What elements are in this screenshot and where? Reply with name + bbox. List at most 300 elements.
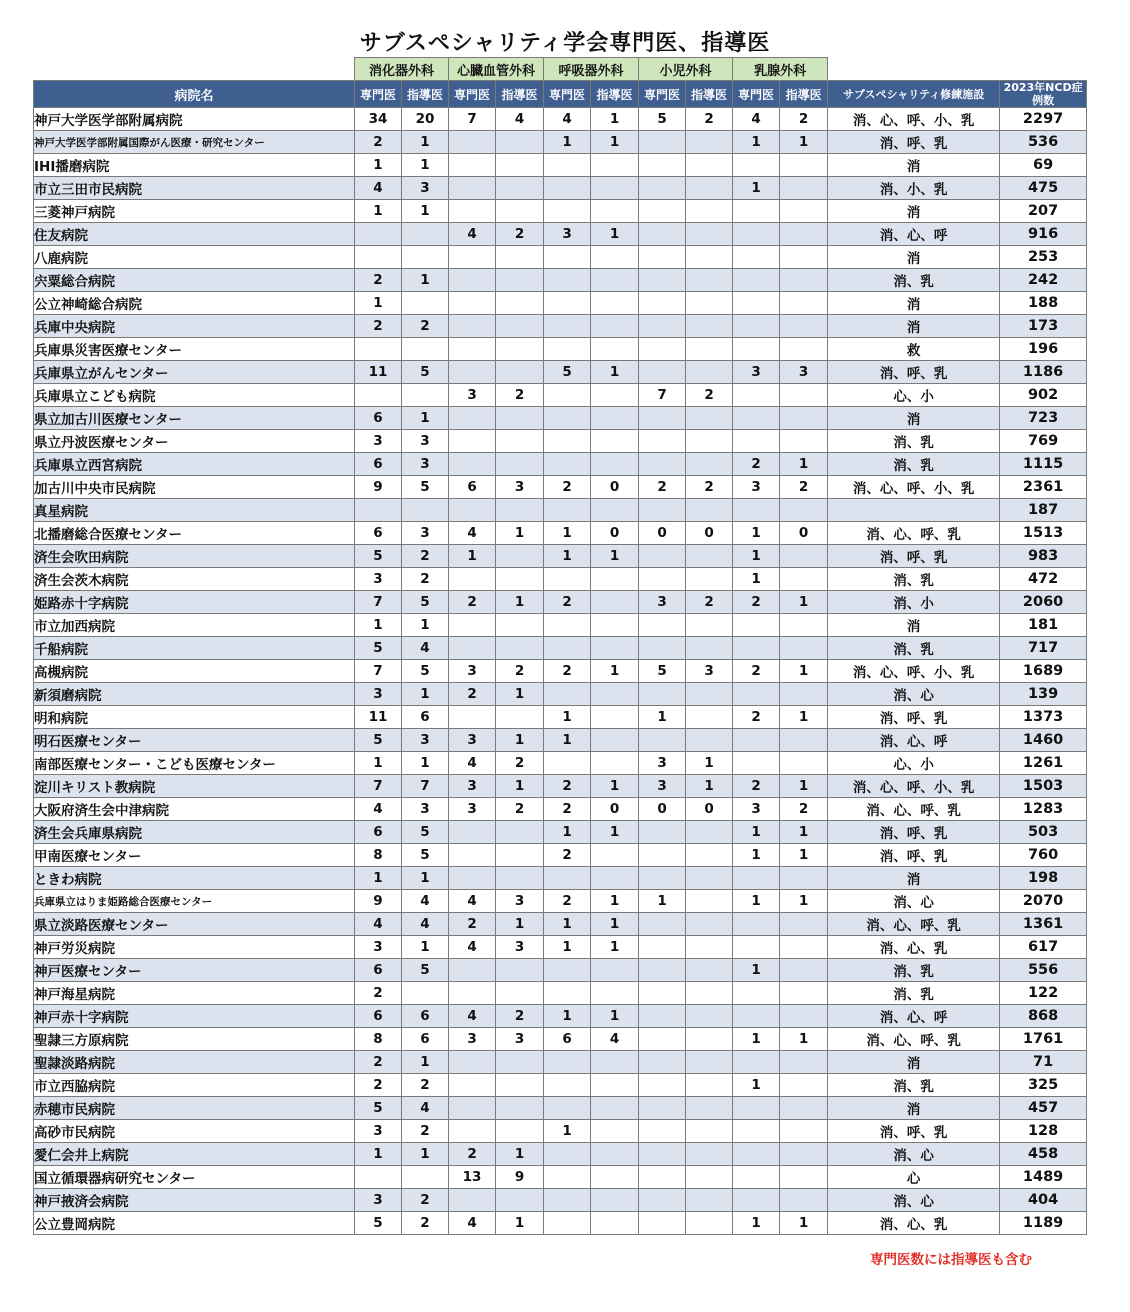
instructor-count <box>686 913 733 936</box>
ncd-count: 1503 <box>1000 775 1087 798</box>
specialist-count <box>544 177 591 200</box>
facility-cell: 消、心、乳 <box>828 936 1000 959</box>
specialist-count: 3 <box>639 775 686 798</box>
instructor-count <box>686 292 733 315</box>
specialist-count <box>639 1166 686 1189</box>
instructor-count <box>780 269 828 292</box>
ncd-count: 916 <box>1000 223 1087 246</box>
blank-cell <box>828 58 1000 81</box>
specialist-count: 2 <box>355 982 402 1005</box>
ncd-count: 71 <box>1000 1051 1087 1074</box>
specialist-count: 1 <box>355 867 402 890</box>
instructor-count <box>780 407 828 430</box>
table-row <box>34 913 1087 936</box>
instructor-count: 7 <box>402 775 449 798</box>
ncd-count: 1761 <box>1000 1028 1087 1051</box>
instructor-count <box>780 752 828 775</box>
instructor-count: 1 <box>496 1212 544 1235</box>
instructor-count <box>591 1212 639 1235</box>
specialist-count <box>449 982 496 1005</box>
specialist-count: 2 <box>639 476 686 499</box>
specialist-count <box>449 844 496 867</box>
table-row <box>34 292 1087 315</box>
hospital-name: 聖隷三方原病院 <box>34 1028 355 1051</box>
instructor-count: 0 <box>591 522 639 545</box>
hospital-name: 済生会吹田病院 <box>34 545 355 568</box>
instructor-count: 1 <box>496 683 544 706</box>
ncd-count: 760 <box>1000 844 1087 867</box>
instructor-count: 1 <box>591 1005 639 1028</box>
specialist-count <box>544 269 591 292</box>
instructor-count: 1 <box>402 683 449 706</box>
facility-cell: 消、乳 <box>828 1074 1000 1097</box>
specialist-count: 8 <box>355 844 402 867</box>
specialist-count: 6 <box>355 522 402 545</box>
instructor-count <box>496 614 544 637</box>
ncd-count: 187 <box>1000 499 1087 522</box>
instructor-count <box>686 545 733 568</box>
specialist-count: 4 <box>449 1212 496 1235</box>
hospital-name: 加古川中央市民病院 <box>34 476 355 499</box>
specialist-count: 2 <box>733 591 780 614</box>
instructor-count <box>686 1189 733 1212</box>
specialist-count: 6 <box>355 821 402 844</box>
specialist-count: 1 <box>639 890 686 913</box>
facility-cell <box>828 499 1000 522</box>
specialist-count <box>733 614 780 637</box>
instructor-count <box>591 706 639 729</box>
specialist-count: 1 <box>733 959 780 982</box>
specialist-count <box>733 1005 780 1028</box>
instructor-count <box>496 200 544 223</box>
instructor-count <box>686 637 733 660</box>
specialist-count <box>733 729 780 752</box>
facility-cell: 消、呼、乳 <box>828 361 1000 384</box>
instructor-count: 2 <box>402 545 449 568</box>
instructor-count: 2 <box>686 384 733 407</box>
instructor-count <box>686 200 733 223</box>
table-row <box>34 177 1087 200</box>
group-breast: 乳腺外科 <box>733 58 828 81</box>
instructor-count: 2 <box>686 591 733 614</box>
specialist-count <box>544 568 591 591</box>
instructor-count <box>496 453 544 476</box>
instructor-count: 3 <box>686 660 733 683</box>
instructor-count <box>496 1189 544 1212</box>
specialist-count: 1 <box>639 706 686 729</box>
specialist-count <box>639 1143 686 1166</box>
instructor-count <box>780 292 828 315</box>
specialist-count: 5 <box>355 637 402 660</box>
instructor-count: 9 <box>496 1166 544 1189</box>
specialist-count: 34 <box>355 108 402 131</box>
instructor-count <box>780 338 828 361</box>
specialist-count <box>449 1189 496 1212</box>
specialist-count: 1 <box>733 890 780 913</box>
specialist-count <box>449 821 496 844</box>
specialist-count <box>733 499 780 522</box>
table-row <box>34 1005 1087 1028</box>
instructor-count <box>591 867 639 890</box>
specialist-count <box>733 292 780 315</box>
instructor-count: 3 <box>402 522 449 545</box>
specialist-count <box>449 614 496 637</box>
instructor-count <box>496 844 544 867</box>
hospital-name: 明和病院 <box>34 706 355 729</box>
instructor-count <box>591 982 639 1005</box>
ncd-count: 69 <box>1000 154 1087 177</box>
specialist-count <box>639 315 686 338</box>
specialist-count <box>355 223 402 246</box>
specialist-count: 4 <box>355 798 402 821</box>
instructor-count <box>686 1143 733 1166</box>
instructor-count: 2 <box>496 1005 544 1028</box>
specialist-count <box>639 844 686 867</box>
instructor-count <box>402 246 449 269</box>
specialist-count: 3 <box>355 683 402 706</box>
specialist-count <box>639 1212 686 1235</box>
instructor-count <box>686 338 733 361</box>
instructor-count: 6 <box>402 706 449 729</box>
facility-cell: 消、心、呼 <box>828 729 1000 752</box>
instructor-count: 1 <box>402 1051 449 1074</box>
instructor-count: 2 <box>496 798 544 821</box>
hospital-name: 姫路赤十字病院 <box>34 591 355 614</box>
specialist-count: 3 <box>639 591 686 614</box>
hospital-name: 市立西脇病院 <box>34 1074 355 1097</box>
hospital-name: 高砂市民病院 <box>34 1120 355 1143</box>
specialist-count: 4 <box>449 522 496 545</box>
instructor-count: 1 <box>496 729 544 752</box>
instructor-count: 2 <box>780 476 828 499</box>
table-row <box>34 453 1087 476</box>
instructor-count <box>686 1074 733 1097</box>
specialist-count: 1 <box>544 729 591 752</box>
hospital-name: 神戸掖済会病院 <box>34 1189 355 1212</box>
specialist-count: 2 <box>544 798 591 821</box>
specialist-count: 3 <box>355 936 402 959</box>
specialist-count <box>639 430 686 453</box>
specialist-count: 11 <box>355 361 402 384</box>
specialist-count: 3 <box>544 223 591 246</box>
specialist-count: 7 <box>355 591 402 614</box>
ncd-count: 1189 <box>1000 1212 1087 1235</box>
facility-cell: 消、呼、乳 <box>828 545 1000 568</box>
facility-cell: 心、小 <box>828 752 1000 775</box>
facility-cell: 消、呼、乳 <box>828 821 1000 844</box>
facility-cell: 消、心、呼、乳 <box>828 913 1000 936</box>
specialist-count <box>355 338 402 361</box>
instructor-count <box>496 154 544 177</box>
specialist-count <box>544 982 591 1005</box>
table-row <box>34 568 1087 591</box>
specialist-count: 6 <box>355 959 402 982</box>
instructor-count: 1 <box>591 775 639 798</box>
instructor-count: 4 <box>496 108 544 131</box>
instructor-count: 1 <box>496 775 544 798</box>
instructor-count <box>591 246 639 269</box>
instructor-count <box>496 1120 544 1143</box>
specialist-count <box>639 131 686 154</box>
specialist-count <box>544 200 591 223</box>
instructor-count <box>686 407 733 430</box>
specialist-count <box>449 200 496 223</box>
hospital-name: 済生会茨木病院 <box>34 568 355 591</box>
facility-cell: 消、心、呼、小、乳 <box>828 476 1000 499</box>
instructor-count <box>402 982 449 1005</box>
instructor-count <box>686 936 733 959</box>
specialist-count: 1 <box>733 568 780 591</box>
table-row <box>34 821 1087 844</box>
specialist-count: 4 <box>355 177 402 200</box>
instructor-count: 3 <box>496 936 544 959</box>
instructor-count: 1 <box>402 154 449 177</box>
hospital-name: 神戸大学医学部附属国際がん医療・研究センター <box>34 131 355 154</box>
specialist-count: 3 <box>355 568 402 591</box>
ncd-count: 2060 <box>1000 591 1087 614</box>
specialist-count <box>544 338 591 361</box>
instructor-count <box>780 430 828 453</box>
specialist-count <box>733 1120 780 1143</box>
specialist-count <box>449 338 496 361</box>
hospital-name: 大阪府済生会中津病院 <box>34 798 355 821</box>
ncd-count: 2070 <box>1000 890 1087 913</box>
table-row <box>34 338 1087 361</box>
specialist-count: 1 <box>733 821 780 844</box>
facility-cell: 消 <box>828 292 1000 315</box>
specialist-count <box>639 361 686 384</box>
instructor-count <box>686 821 733 844</box>
specialist-count: 6 <box>355 453 402 476</box>
instructor-count <box>496 821 544 844</box>
specialist-count <box>449 637 496 660</box>
instructor-count: 1 <box>780 1028 828 1051</box>
specialist-count <box>639 246 686 269</box>
specialist-count <box>544 1074 591 1097</box>
instructor-count <box>591 430 639 453</box>
specialist-count: 4 <box>449 936 496 959</box>
instructor-count: 1 <box>591 936 639 959</box>
instructor-count <box>686 614 733 637</box>
instructor-count <box>780 913 828 936</box>
specialist-count: 0 <box>639 522 686 545</box>
instructor-count <box>686 499 733 522</box>
instructor-count <box>780 499 828 522</box>
ncd-count: 717 <box>1000 637 1087 660</box>
instructor-count <box>780 614 828 637</box>
instructor-count <box>402 384 449 407</box>
instructor-count <box>780 1143 828 1166</box>
specialist-header: 専門医 <box>639 81 686 108</box>
table-row <box>34 1074 1087 1097</box>
specialist-count <box>639 292 686 315</box>
instructor-count <box>591 407 639 430</box>
ncd-count: 1489 <box>1000 1166 1087 1189</box>
specialist-count <box>449 154 496 177</box>
instructor-count: 4 <box>402 890 449 913</box>
instructor-count: 5 <box>402 660 449 683</box>
hospital-name: ときわ病院 <box>34 867 355 890</box>
facility-cell: 消、小 <box>828 591 1000 614</box>
instructor-count: 1 <box>591 890 639 913</box>
specialist-count <box>639 821 686 844</box>
specialist-count: 2 <box>355 131 402 154</box>
specialist-count <box>639 1097 686 1120</box>
instructor-count <box>686 568 733 591</box>
instructor-count <box>686 729 733 752</box>
specialist-count: 2 <box>544 476 591 499</box>
table-row <box>34 522 1087 545</box>
specialist-count <box>733 384 780 407</box>
facility-cell: 消、心、呼、小、乳 <box>828 775 1000 798</box>
specialist-count: 6 <box>449 476 496 499</box>
instructor-count <box>686 683 733 706</box>
ncd-count: 457 <box>1000 1097 1087 1120</box>
instructor-count: 2 <box>496 660 544 683</box>
instructor-header: 指導医 <box>402 81 449 108</box>
specialist-count: 1 <box>355 292 402 315</box>
specialist-count: 2 <box>733 453 780 476</box>
table-row <box>34 246 1087 269</box>
specialist-count <box>449 1074 496 1097</box>
instructor-count: 1 <box>591 821 639 844</box>
instructor-count: 4 <box>402 637 449 660</box>
specialist-count <box>733 407 780 430</box>
instructor-count: 1 <box>402 269 449 292</box>
instructor-count: 1 <box>496 522 544 545</box>
instructor-count <box>780 223 828 246</box>
instructor-count <box>780 936 828 959</box>
facility-cell: 消、呼、乳 <box>828 844 1000 867</box>
specialist-count <box>449 430 496 453</box>
instructor-count: 1 <box>780 591 828 614</box>
instructor-count: 5 <box>402 821 449 844</box>
instructor-count <box>591 384 639 407</box>
specialist-count <box>639 959 686 982</box>
instructor-count <box>591 499 639 522</box>
specialist-count <box>639 1189 686 1212</box>
instructor-count <box>686 223 733 246</box>
instructor-count: 1 <box>402 752 449 775</box>
specialist-count: 2 <box>733 706 780 729</box>
hospital-name: 神戸医療センター <box>34 959 355 982</box>
instructor-count <box>686 154 733 177</box>
specialist-count <box>639 545 686 568</box>
specialist-count <box>449 177 496 200</box>
specialist-count: 1 <box>544 936 591 959</box>
instructor-count <box>780 246 828 269</box>
facility-cell: 消、呼、乳 <box>828 131 1000 154</box>
group-digestive: 消化器外科 <box>355 58 449 81</box>
specialist-count: 1 <box>733 545 780 568</box>
instructor-count: 5 <box>402 361 449 384</box>
instructor-count: 1 <box>591 660 639 683</box>
facility-cell: 消、心、呼、乳 <box>828 522 1000 545</box>
instructor-count: 1 <box>591 108 639 131</box>
instructor-count: 1 <box>496 1143 544 1166</box>
instructor-count <box>496 338 544 361</box>
table-row <box>34 982 1087 1005</box>
ncd-count: 1460 <box>1000 729 1087 752</box>
instructor-count <box>591 614 639 637</box>
instructor-count <box>780 1166 828 1189</box>
group-cardiovascular: 心臓血管外科 <box>449 58 544 81</box>
ncd-count: 902 <box>1000 384 1087 407</box>
specialist-count: 4 <box>449 752 496 775</box>
table-row <box>34 108 1087 131</box>
instructor-count <box>591 1120 639 1143</box>
facility-cell: 消、乳 <box>828 269 1000 292</box>
specialist-count: 1 <box>544 706 591 729</box>
instructor-count <box>780 1074 828 1097</box>
instructor-count: 3 <box>496 476 544 499</box>
hospital-name: 赤穂市民病院 <box>34 1097 355 1120</box>
instructor-count: 4 <box>591 1028 639 1051</box>
hospital-table <box>33 57 1087 1235</box>
instructor-count: 1 <box>496 913 544 936</box>
specialist-count: 3 <box>449 384 496 407</box>
specialist-count: 2 <box>449 1143 496 1166</box>
specialist-count <box>544 1097 591 1120</box>
specialist-count <box>449 453 496 476</box>
instructor-count: 3 <box>402 729 449 752</box>
instructor-count: 4 <box>402 913 449 936</box>
specialist-count <box>733 936 780 959</box>
instructor-count <box>780 177 828 200</box>
instructor-count <box>686 1028 733 1051</box>
instructor-count <box>780 1189 828 1212</box>
instructor-count <box>686 177 733 200</box>
instructor-count <box>780 568 828 591</box>
hospital-name: 兵庫県災害医療センター <box>34 338 355 361</box>
specialist-count: 2 <box>449 683 496 706</box>
ncd-count: 536 <box>1000 131 1087 154</box>
table-row <box>34 476 1087 499</box>
facility-cell: 消、心 <box>828 890 1000 913</box>
specialist-count: 3 <box>733 361 780 384</box>
table-row <box>34 545 1087 568</box>
table-row <box>34 1097 1087 1120</box>
table-row <box>34 154 1087 177</box>
specialist-count <box>639 982 686 1005</box>
instructor-count: 3 <box>402 453 449 476</box>
specialist-count <box>449 246 496 269</box>
facility-cell: 消、乳 <box>828 568 1000 591</box>
instructor-count <box>686 890 733 913</box>
instructor-count <box>780 729 828 752</box>
specialist-count: 5 <box>544 361 591 384</box>
blank-cell <box>34 58 355 81</box>
hospital-name: 国立循環器病研究センター <box>34 1166 355 1189</box>
instructor-count: 1 <box>780 453 828 476</box>
specialist-count: 1 <box>733 1028 780 1051</box>
page-title: サブスペシャリティ学会専門医、指導医 <box>359 31 771 56</box>
hospital-name: 三菱神戸病院 <box>34 200 355 223</box>
ncd-count: 1115 <box>1000 453 1087 476</box>
instructor-count: 3 <box>496 1028 544 1051</box>
instructor-count: 0 <box>686 522 733 545</box>
specialist-count <box>639 338 686 361</box>
instructor-header: 指導医 <box>496 81 544 108</box>
table-row <box>34 591 1087 614</box>
table-row <box>34 637 1087 660</box>
specialist-count <box>639 1005 686 1028</box>
specialist-count: 4 <box>449 890 496 913</box>
specialist-count <box>733 1189 780 1212</box>
specialist-count <box>639 568 686 591</box>
specialist-count: 2 <box>544 844 591 867</box>
specialist-count <box>449 706 496 729</box>
